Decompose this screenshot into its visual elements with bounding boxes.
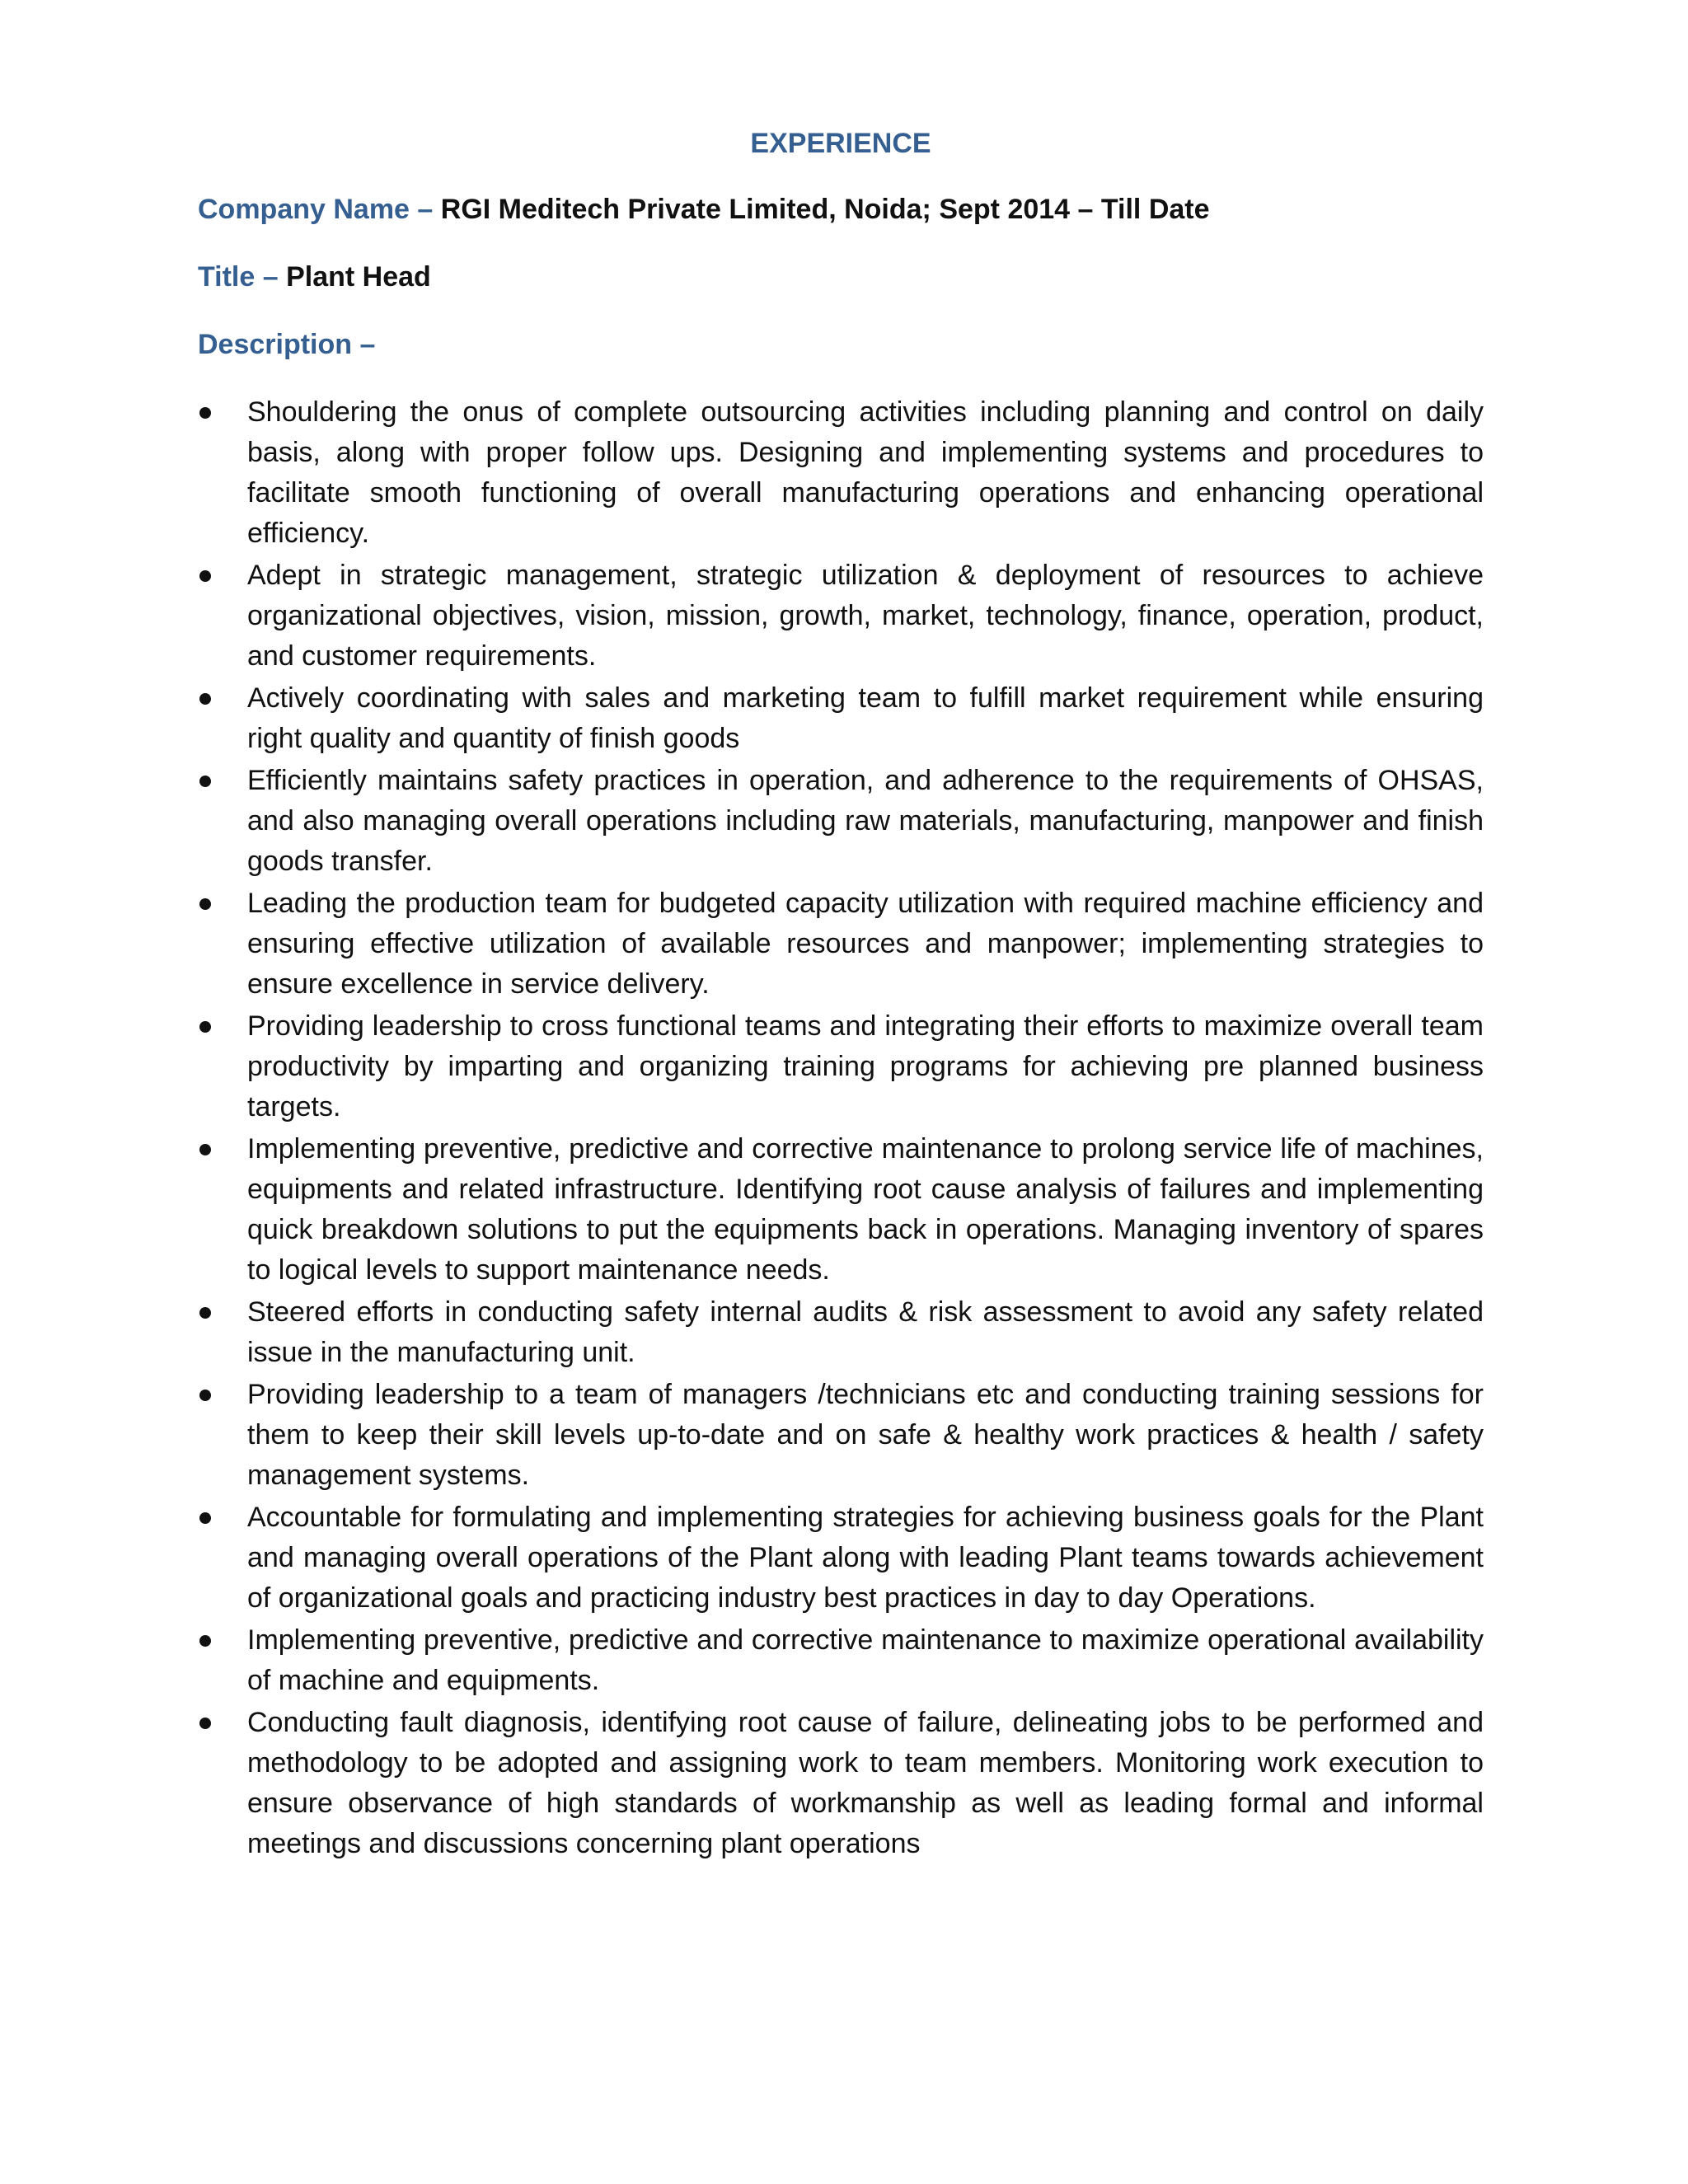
bullet-icon: [199, 898, 211, 910]
bullet-text: Steered efforts in conducting safety internal audits & risk assessment to avoid any safety related issue in the manufacturing unit.: [247, 1296, 1484, 1368]
company-value: RGI Meditech Private Limited, Noida; Sept 2014 – Till Date: [440, 194, 1210, 225]
description-bullet-list: [198, 392, 1484, 1864]
section-heading: EXPERIENCE: [750, 128, 931, 159]
list-item: [198, 678, 1484, 759]
title-label: Title –: [198, 261, 279, 293]
bullet-icon: [199, 1635, 211, 1647]
company-label: Company Name –: [198, 194, 434, 225]
list-item: [198, 1497, 1484, 1619]
bullet-icon: [199, 1307, 211, 1319]
bullet-text: Shouldering the onus of complete outsourcing activities including planning and control on daily basis, along with proper follow ups. Designing and implementing systems and procedures to facilitate smooth functioning of overall manufacturing operations and enhancing operational efficiency.: [247, 396, 1484, 549]
title-value: Plant Head: [286, 261, 431, 293]
description-line: [198, 325, 1484, 364]
company-line: [198, 190, 1484, 229]
bullet-text: Providing leadership to cross functional teams and integrating their efforts to maximize overall team productivity by imparting and organizing training programs for achieving pre planned business targets.: [247, 1010, 1484, 1122]
bullet-icon: [199, 1144, 211, 1155]
list-item: [198, 883, 1484, 1005]
list-item: [198, 1292, 1484, 1373]
bullet-icon: [199, 570, 211, 582]
bullet-icon: [199, 1021, 211, 1033]
list-item: [198, 1703, 1484, 1864]
list-item: [198, 555, 1484, 677]
bullet-icon: [199, 776, 211, 787]
bullet-text: Adept in strategic management, strategic utilization & deployment of resources to achieve organizational objectives, vision, mission, growth, market, technology, finance, operation, product, and customer requirements.: [247, 560, 1484, 672]
resume-page: [198, 124, 1484, 1866]
bullet-text: Accountable for formulating and implementing strategies for achieving business goals for the Plant and managing overall operations of the Plant along with leading Plant teams towards achievement of organizational goals and practicing industry best practices in day to day Operations.: [247, 1502, 1484, 1614]
bullet-icon: [199, 1512, 211, 1524]
list-item: [198, 1375, 1484, 1496]
bullet-text: Conducting fault diagnosis, identifying root cause of failure, delineating jobs to be performed and methodology to be adopted and assigning work to team members. Monitoring work execution to ensure observance of high standards of workmanship as well as leading formal and informal meetings and discussions concerning plant operations: [247, 1707, 1484, 1859]
bullet-text: Implementing preventive, predictive and corrective maintenance to maximize operational availability of machine and equipments.: [247, 1624, 1484, 1696]
bullet-icon: [199, 407, 211, 419]
bullet-text: Actively coordinating with sales and marketing team to fulfill market requirement while ensuring right quality and quantity of finish goods: [247, 682, 1484, 754]
bullet-icon: [199, 1390, 211, 1401]
list-item: [198, 392, 1484, 554]
list-item: [198, 1129, 1484, 1291]
list-item: [198, 1620, 1484, 1701]
bullet-icon: [199, 1718, 211, 1729]
bullet-text: Efficiently maintains safety practices in operation, and adherence to the requirements of OHSAS, and also managing overall operations including raw materials, manufacturing, manpower and finish goods transfer.: [247, 765, 1484, 877]
list-item: [198, 1006, 1484, 1127]
bullet-icon: [199, 693, 211, 705]
list-item: [198, 761, 1484, 882]
bullet-text: Implementing preventive, predictive and corrective maintenance to prolong service life of machines, equipments and related infrastructure. Identifying root cause analysis of failures and implementing quick breakdown solutions to put the equipments back in operations. Managing inventory of spares to logical levels to support maintenance needs.: [247, 1133, 1484, 1286]
description-label: Description –: [198, 329, 376, 360]
title-line: [198, 257, 1484, 297]
bullet-text: Leading the production team for budgeted capacity utilization with required machine efficiency and ensuring effective utilization of available resources and manpower; implementing strategies to ensure excellence in service delivery.: [247, 888, 1484, 1000]
bullet-text: Providing leadership to a team of managers /technicians etc and conducting training sessions for them to keep their skill levels up-to-date and on safe & healthy work practices & health / safety management systems.: [247, 1379, 1484, 1491]
